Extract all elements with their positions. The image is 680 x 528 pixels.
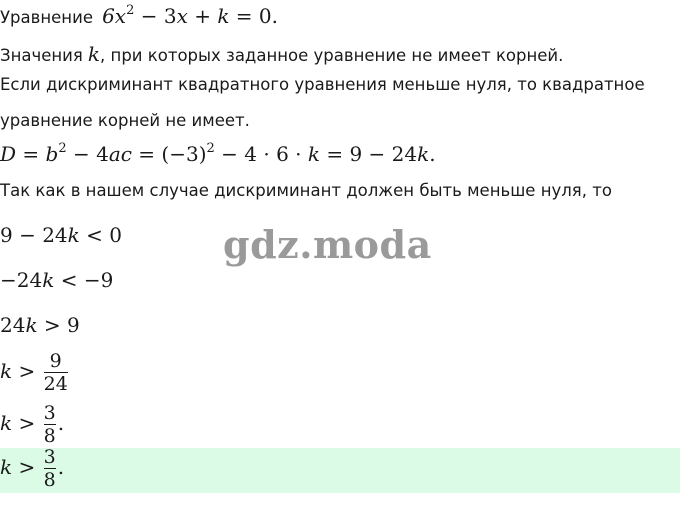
answer-fraction: [44, 446, 56, 491]
given-equation: $6x^2 - 3x + k = 0$.: [102, 3, 279, 28]
fraction-numerator: 9: [49, 350, 62, 372]
inequality-step-3: 24k > 9: [0, 313, 80, 337]
task-suffix: , при которых заданное уравнение не имеет корней.: [100, 46, 564, 65]
task-line: [0, 42, 563, 66]
watermark-logo: gdz.moda: [223, 222, 432, 267]
fraction-denominator: 24: [43, 373, 68, 395]
period: .: [57, 455, 65, 479]
fraction-numerator: 3: [43, 446, 56, 468]
fraction-denominator: 8: [43, 425, 56, 447]
explanation-line-2: уравнение корней не имеет.: [0, 111, 250, 130]
inequality-step-4: k > $\frac{9}{24}$: [0, 350, 68, 395]
fraction-3-8: [44, 402, 56, 447]
period: .: [57, 411, 65, 435]
answer-highlight: [0, 448, 680, 493]
statement-prefix: Уравнение: [0, 8, 93, 27]
condition-line: Так как в нашем случае дискриминант должен быть меньше нуля, то: [0, 181, 612, 200]
explanation-line-1: Если дискриминант квадратного уравнения меньше нуля, то квадратное: [0, 75, 645, 94]
fraction-denominator: 8: [43, 469, 56, 491]
fraction-9-24: [44, 350, 68, 395]
inequality-step-1: 9 − 24k < 0: [0, 223, 122, 247]
task-prefix: Значения: [0, 46, 83, 65]
inequality-step-2: −24k < −9: [0, 268, 114, 292]
discriminant-formula: $D = b^2 - 4ac = (-3)^2 - 4 \cdot 6 \cdot k = 9 - 24k$.: [0, 141, 436, 166]
task-variable: k: [87, 42, 101, 66]
problem-statement: [0, 4, 278, 28]
inequality-step-5: k > $\frac{3}{8}$ .: [0, 402, 65, 447]
answer-inequality: k > $\frac{3}{8}$ .: [0, 446, 65, 491]
fraction-numerator: 3: [43, 402, 56, 424]
